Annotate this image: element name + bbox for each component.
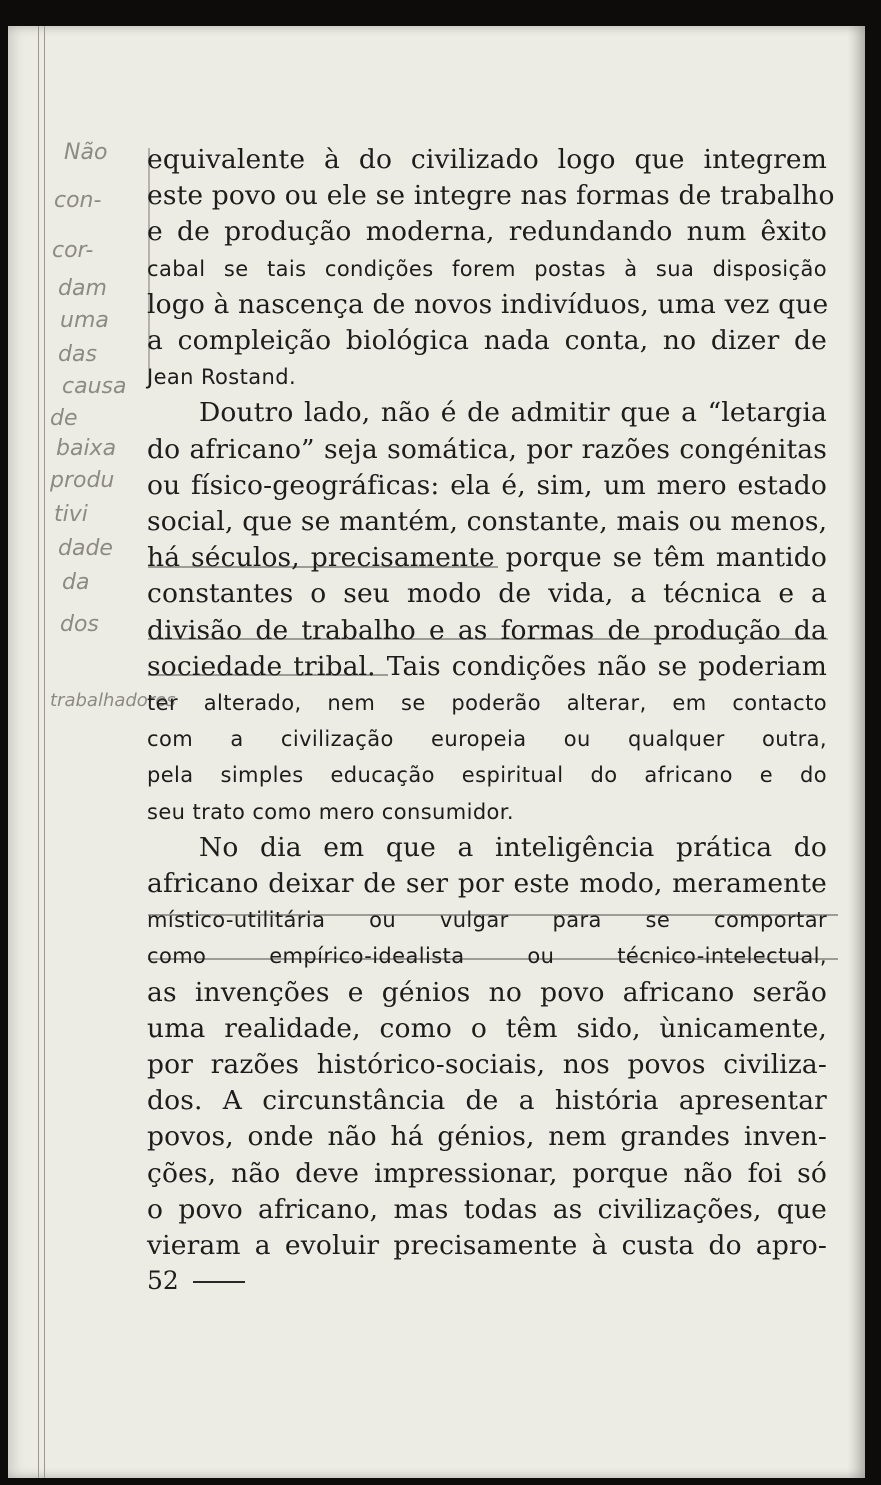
text-line: há séculos, precisamente porque se têm mantido <box>147 542 827 574</box>
page-number: 52 <box>147 1266 179 1295</box>
text-line: Jean Rostand. <box>147 365 297 390</box>
body-text <box>147 142 835 1264</box>
gutter-line <box>44 26 45 1478</box>
text-line: vieram a evoluir precisamente à custa do apro- <box>147 1230 827 1262</box>
text-line: pela simples educação espiritual do africano e do <box>147 763 827 788</box>
text-line: povos, onde não há génios, nem grandes inven- <box>147 1121 827 1153</box>
text-line: logo à nascença de novos indivíduos, uma vez que <box>147 288 829 320</box>
text-line: sociedade tribal. Tais condições não se poderiam <box>147 650 827 682</box>
text-line: este povo ou ele se integre nas formas de trabalho <box>147 180 835 212</box>
margin-note: da <box>62 570 90 595</box>
text-line: dos. A circunstância de a história apresentar <box>147 1085 827 1117</box>
margin-note: uma <box>60 308 109 333</box>
text-line: cabal se tais condições forem postas à sua disposição <box>147 256 827 281</box>
margin-note: baixa <box>56 436 117 461</box>
text-line: equivalente à do civilizado logo que integrem <box>147 144 827 175</box>
text-line: a compleição biológica nada conta, no dizer de <box>147 325 827 357</box>
margin-note: causa <box>62 374 127 399</box>
text-line: social, que se mantém, constante, mais ou menos, <box>147 506 828 538</box>
text-line: do africano” seja somática, por razões congénitas <box>147 433 827 465</box>
margin-note: dos <box>60 612 99 637</box>
margin-note: dade <box>58 536 113 561</box>
gutter-line <box>38 26 39 1478</box>
margin-note: dam <box>58 276 107 301</box>
text-line: Doutro lado, não é de admitir que a “letargia <box>199 397 827 429</box>
text-line: e de produção moderna, redundando num êxito <box>147 216 827 248</box>
margin-note: Não <box>64 140 108 165</box>
text-line: ou físico-geográficas: ela é, sim, um mero estado <box>147 469 827 501</box>
text-line: seu trato como mero consumidor. <box>147 799 514 824</box>
text-line: por razões histórico-sociais, nos povos civiliza- <box>147 1049 827 1081</box>
text-line: No dia em que a inteligência prática do <box>199 831 827 863</box>
text-line: uma realidade, como o têm sido, ùnicamente, <box>147 1012 827 1044</box>
margin-note: con- <box>54 188 102 213</box>
text-line: o povo africano, mas todas as civilizações, que <box>147 1193 827 1225</box>
text-line: constantes o seu modo de vida, a técnica e a <box>147 578 827 610</box>
margin-note: trabalhadores <box>50 690 176 711</box>
text-line: as invenções e génios no povo africano serão <box>147 976 827 1008</box>
handwritten-margin-notes <box>50 130 176 810</box>
margin-note: tivi <box>54 502 88 527</box>
text-line: místico-utilitária ou vulgar para se comportar <box>147 908 827 933</box>
text-line: ções, não deve impressionar, porque não foi só <box>147 1157 827 1189</box>
text-line: ter alterado, nem se poderão alterar, em contacto <box>147 691 827 716</box>
text-line: divisão de trabalho e as formas de produção da <box>147 614 827 646</box>
text-line: africano deixar de ser por este modo, meramente <box>147 868 827 900</box>
margin-note: das <box>58 342 97 367</box>
page-number-dash <box>193 1281 245 1283</box>
text-line: com a civilização europeia ou qualquer outra, <box>147 727 827 752</box>
page-edge-shadow <box>847 26 865 1478</box>
text-line: como empírico-idealista ou técnico-intelectual, <box>147 944 827 969</box>
margin-note: cor- <box>52 238 94 263</box>
margin-note: de <box>50 406 78 431</box>
margin-note: produ <box>50 468 115 493</box>
